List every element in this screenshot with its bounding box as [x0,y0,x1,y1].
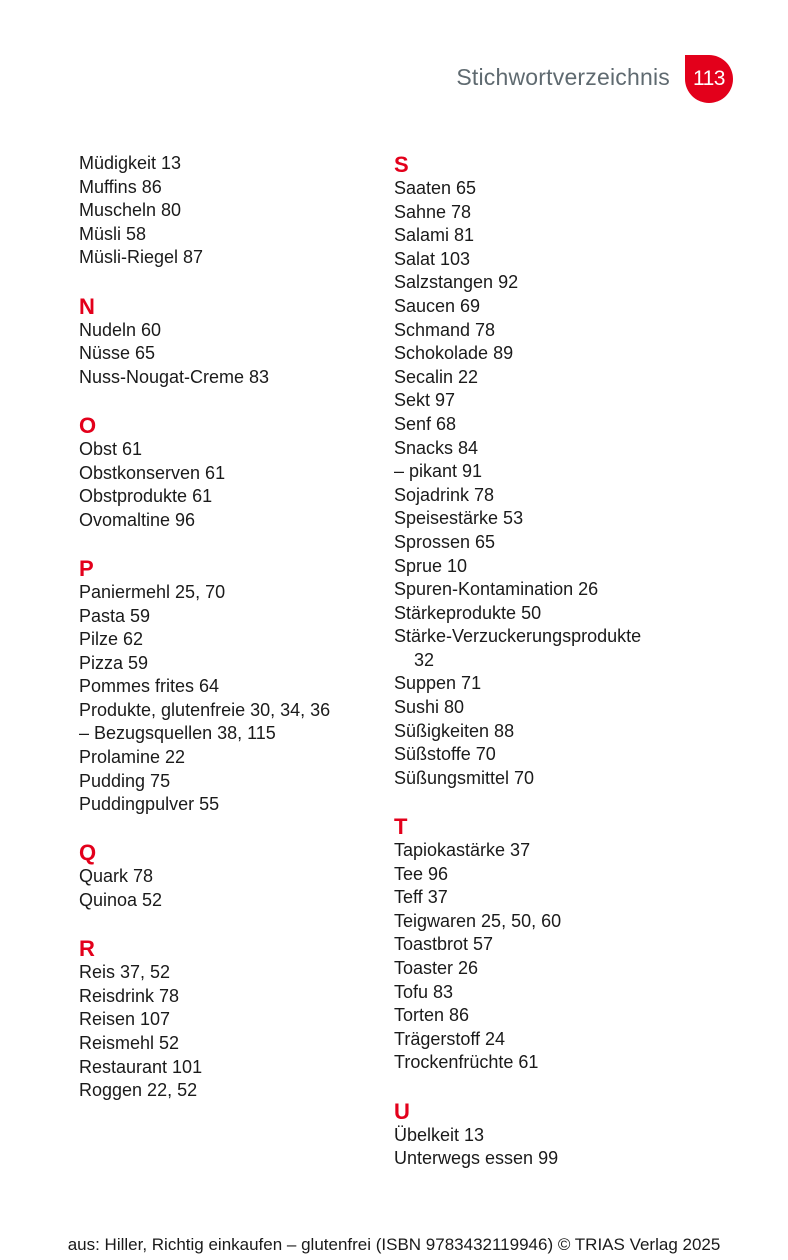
running-header-title: Stichwortverzeichnis [456,64,670,90]
index-entry: Paniermehl 25, 70 [79,581,226,602]
section-letter: Q [79,840,97,866]
index-column-left [79,152,379,1126]
index-entry: Obstprodukte 61 [79,486,213,507]
index-entry: Prolamine 22 [79,747,186,768]
index-entry: Süßstoffe 70 [394,744,496,765]
index-column-right [394,152,714,1194]
index-entry: Reisdrink 78 [79,985,180,1006]
index-entry: Secalin 22 [394,366,479,387]
index-section [79,152,379,270]
index-entry: Saaten 65 [394,178,477,198]
section-letter: U [394,1098,410,1124]
index-entry: Tofu 83 [394,981,454,1002]
section-letter: O [79,412,97,438]
index-entry: Obst 61 [79,438,143,459]
index-entry: Nüsse 65 [79,343,156,364]
index-entry: Quark 78 [79,866,154,887]
index-entry: Toastbrot 57 [394,934,494,955]
index-section [394,152,714,790]
index-entry: Obstkonserven 61 [79,462,226,483]
index-section [79,936,379,1103]
index-entry: Schmand 78 [394,319,496,340]
section-letter: N [79,293,95,319]
source-footer: aus: Hiller, Richtig einkaufen – glutenfrei (ISBN 9783432119946) © TRIAS Verlag 2025 [67,1235,721,1254]
index-entry: Pudding 75 [79,770,171,791]
index-entry: Tapiokastärke 37 [394,840,531,861]
index-entry: Sekt 97 [394,390,456,411]
index-entry: Spuren-Kontamination 26 [394,579,599,600]
index-entry: Übelkeit 13 [394,1124,485,1145]
index-entry: Sprossen 65 [394,531,496,552]
index-entry: Müsli 58 [79,223,147,244]
index-entry: Stärkeprodukte 50 [394,602,542,623]
index-entry: Senf 68 [394,413,457,434]
index-entry: Salami 81 [394,225,475,246]
index-entry: Pasta 59 [79,605,151,626]
index-entry: Quinoa 52 [79,890,163,911]
index-entry: Reisen 107 [79,1009,171,1030]
index-entry: Sahne 78 [394,201,472,222]
index-entry: Trägerstoff 24 [394,1028,506,1049]
index-entry: Muffins 86 [79,176,162,197]
index-entry: Snacks 84 [394,437,479,458]
index-section [394,1099,714,1171]
index-entry: Produkte, glutenfreie 30, 34, 36 [79,699,331,720]
index-entry: Puddingpulver 55 [79,794,220,815]
index-entry: Teigwaren 25, 50, 60 [394,910,562,931]
index-entry: Müdigkeit 13 [79,153,182,173]
index-entry: Restaurant 101 [79,1056,203,1077]
index-entry: Süßigkeiten 88 [394,720,515,741]
index-entry: Tee 96 [394,863,449,884]
index-entry: Reismehl 52 [79,1033,180,1053]
index-entry: Suppen 71 [394,673,482,694]
section-letter: T [394,814,408,840]
index-entry: Ovomaltine 96 [79,509,196,530]
index-entry: Schokolade 89 [394,343,514,364]
index-section [79,556,379,817]
index-entry: Sushi 80 [394,697,465,718]
index-entry: 32 [414,649,435,670]
index-section [79,413,379,532]
index-entry: Salat 103 [394,248,471,269]
index-section [394,814,714,1075]
section-letter: R [79,936,95,962]
page-number-badge: 113 [685,55,733,103]
index-entry: Roggen 22, 52 [79,1080,198,1101]
index-entry: Stärke-Verzuckerungsprodukte [394,626,642,647]
index-entry: Trockenfrüchte 61 [394,1052,539,1073]
index-section [79,840,379,912]
section-letter: S [394,152,409,177]
index-entry: Saucen 69 [394,295,481,316]
index-entry: Muscheln 80 [79,200,182,221]
index-section [79,294,379,390]
index-entry: Speisestärke 53 [394,508,524,529]
index-entry: Pilze 62 [79,629,144,650]
index-entry: – Bezugsquellen 38, 115 [79,723,276,744]
index-entry: Teff 37 [394,887,448,908]
index-entry: Sprue 10 [394,555,468,576]
index-entry: Toaster 26 [394,958,479,978]
index-entry: Salzstangen 92 [394,272,519,293]
index-entry: Pizza 59 [79,652,149,673]
section-letter: P [79,555,94,581]
index-entry: Reis 37, 52 [79,962,171,983]
index-entry: – pikant 91 [394,461,483,482]
index-entry: Nuss-Nougat-Creme 83 [79,366,270,387]
index-entry: Müsli-Riegel 87 [79,247,204,268]
index-entry: Unterwegs essen 99 [394,1148,559,1169]
index-entry: Nudeln 60 [79,319,162,340]
index-entry: Pommes frites 64 [79,676,220,697]
index-entry: Torten 86 [394,1005,470,1026]
index-entry: Süßungsmittel 70 [394,767,535,788]
index-entry: Sojadrink 78 [394,484,495,505]
